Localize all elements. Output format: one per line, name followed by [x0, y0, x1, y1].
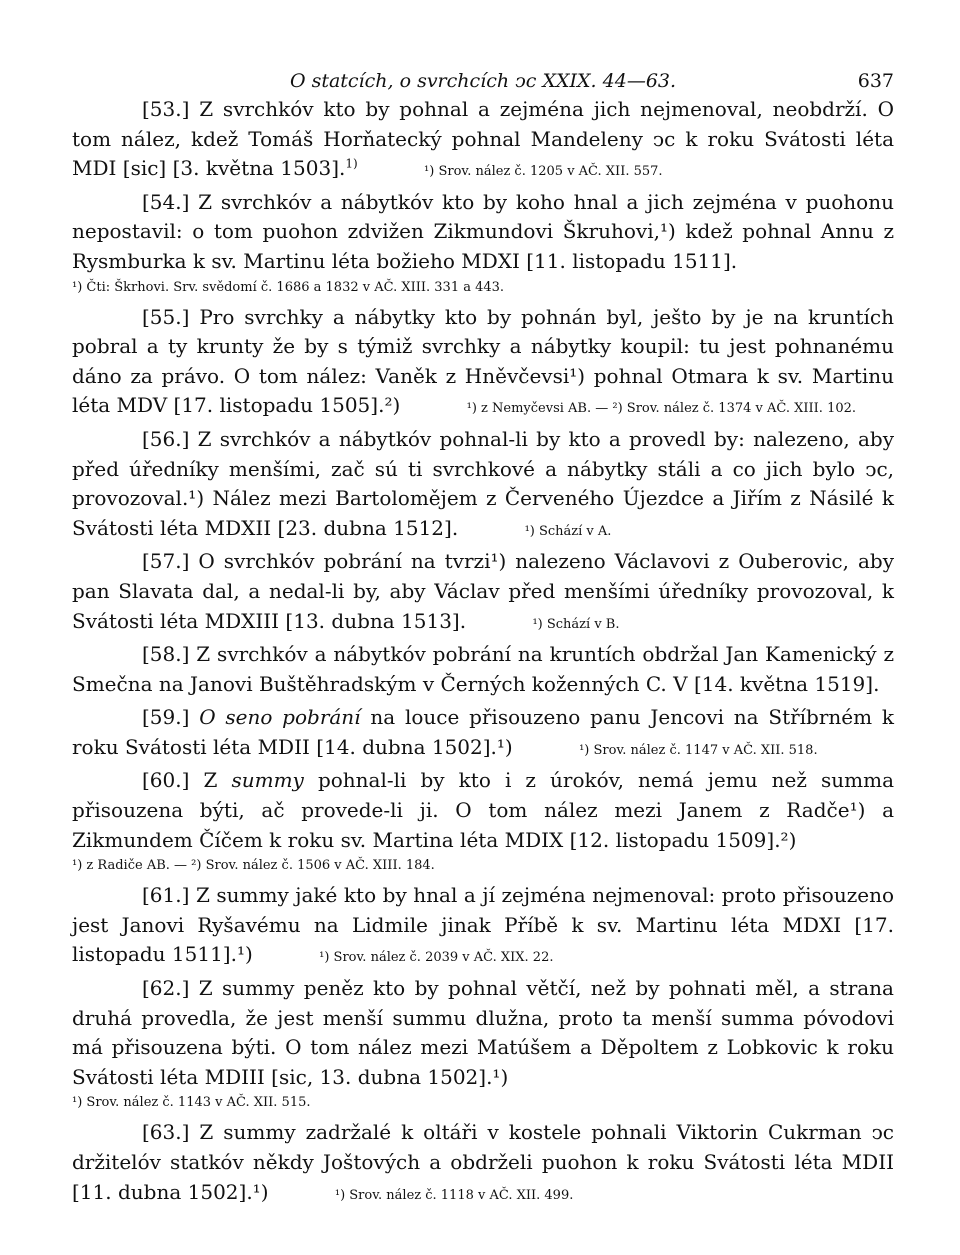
entry-number: [63.] [142, 1120, 190, 1145]
entry-text: Z svrchkóv kto by pohnal a zejména jich nejmenoval, neobdrží. O tom nález, kdež Tomáš Horňatecký pohnal Mandeleny ͻc k roku Svátosti léta MDI [sic] [3. května 1503]. [72, 97, 895, 181]
entry-text: Pro svrchky a nábytky kto by pohnán byl, ješto by je na kruntích pobral a ty krunty že by s týmiž svrchky a nábytky koupil: tu jest pohnanému dáno za právo. O tom nález: Vaněk z Hněvčevsi¹) pohnal Otmara k sv. Martinu léta MDV [17. listopadu 1505].²) [72, 304, 894, 418]
page-number: 637 [857, 70, 894, 92]
entry-number: [61.] [142, 883, 190, 908]
footnote-mark: 1) [345, 156, 358, 171]
footnote: ¹) Srov. nález č. 1147 v AČ. XII. 518. [579, 742, 818, 758]
footnote: ¹) Schází v B. [532, 616, 620, 632]
entry-62 [72, 974, 894, 1114]
footnote: ¹) Srov. nález č. 1143 v AČ. XII. 515. [72, 1095, 311, 1111]
entry-text: pohnal-li by kto i z úrokóv, nemá jemu než summa přisouzena býti, ač provede-li ji. O tom nález mezi Janem z Radče¹) a Zikmundem Číčem k roku sv. Martina léta MDIX [12. listopadu 1509].²) [72, 768, 894, 852]
footnote: ¹) Srov. nález č. 2039 v AČ. XIX. 22. [319, 950, 554, 966]
running-title: O statcích, o svrchcích ͻc XXIX. 44—63. [289, 70, 677, 92]
entry-number: [55.] [142, 304, 190, 329]
entry-53 [72, 95, 894, 184]
entry-text: Z summy peněz kto by pohnal větčí, než by pohnati měl, a strana druhá provedla, že jest menší summu dlužna, proto ta menší summa póvodovi má přisouzena býti. O tom nález mezi Matúšem a Děpoltem z Lobkovic k roku Svátosti léta MDIII [sic, 13. dubna 1502].¹) [72, 976, 894, 1089]
entry-text: Z summy jaké kto by hnal a jí zejména nejmenoval: proto přisouzeno jest Janovi Ryšavému na Lidmile jinak Příbě k sv. Martinu léta MDXI [17. listopadu 1511].¹) [72, 883, 895, 967]
entry-text: Z svrchkóv a nábytkóv kto by koho hnal a jich zejména v puohonu nepostavil: o tom puohon zdvižen Zikmundovi Škruhovi,¹) kdež pohnal Annu z Rysmburka k sv. Martinu léta božieho MDXI [11. listopadu 1511]. [72, 189, 894, 273]
entry-55 [72, 303, 894, 421]
footnote: ¹) Schází v A. [524, 523, 612, 539]
italic-lead: summy [231, 768, 304, 793]
entry-number: [54.] [142, 189, 190, 214]
entry-number: [62.] [142, 976, 190, 1001]
entry-number: [56.] [142, 426, 190, 451]
italic-lead: O seno pobrání [199, 705, 361, 730]
entry-57 [72, 547, 894, 636]
footnote: ¹) z Nemyčevsi AB. — ²) Srov. nález č. 1374 v AČ. XIII. 102. [466, 401, 857, 417]
entry-56 [72, 425, 894, 543]
page-body [72, 95, 894, 1211]
entry-text: Z svrchkóv a nábytkóv pohnal-li by kto a provedl by: nalezeno, aby před úředníky menšími, zač sú ti svrchkové a nábytky stáli a co jich bylo ͻc, provozoval.¹) Nález mezi Bartolomějem z Červeného Újezdce a Jiřím z Násilé k Svátosti léta MDXII [23. dubna 1512]. [72, 426, 895, 540]
entry-63 [72, 1118, 894, 1207]
entry-text: O svrchkóv pobrání na tvrzi¹) nalezeno Václavovi z Ouberovic, aby pan Slavata dal, a nedal-li by, aby Václav před menšími úředníky provozoval, k Svátosti léta MDXIII [13. dubna 1513]. [72, 549, 894, 633]
footnote: ¹) Srov. nález č. 1118 v AČ. XII. 499. [334, 1187, 574, 1203]
footnote: ¹) z Radiče AB. — ²) Srov. nález č. 1506 v AČ. XIII. 184. [72, 858, 435, 874]
entry-text: na louce přisouzeno panu Jencovi na Stříbrném k roku Svátosti léta MDII [14. dubna 1502].¹) [72, 705, 894, 759]
entry-54 [72, 188, 894, 299]
entry-58 [72, 640, 894, 699]
entry-number: [59.] [142, 705, 190, 730]
footnote: ¹) Čti: Škrhovi. Srv. svědomí č. 1686 a 1832 v AČ. XIII. 331 a 443. [72, 279, 505, 295]
entry-number: [58.] [142, 642, 190, 667]
entry-60 [72, 766, 894, 877]
entry-number: [53.] [142, 97, 190, 121]
entry-number: [57.] [142, 549, 190, 574]
entry-text: Z svrchkóv a nábytkóv pobrání na kruntích obdržal Jan Kamenický z Smečna na Janovi Buštěhradským v Černých koženných C. V [14. května 1519]. [72, 642, 894, 696]
footnote: ¹) Srov. nález č. 1205 v AČ. XII. 557. [424, 164, 663, 180]
entry-text: Z summy zadržalé k oltáři v kostele pohnali Viktorin Cukrman ͻc držitelóv statkóv někdy Joštových a obdrželi puohon k roku Svátosti léta MDII [11. dubna 1502].¹) [72, 1120, 895, 1204]
entry-59 [72, 703, 894, 762]
entry-text-before: Z [203, 768, 218, 793]
entry-61 [72, 881, 894, 970]
entry-number: [60.] [142, 768, 190, 793]
